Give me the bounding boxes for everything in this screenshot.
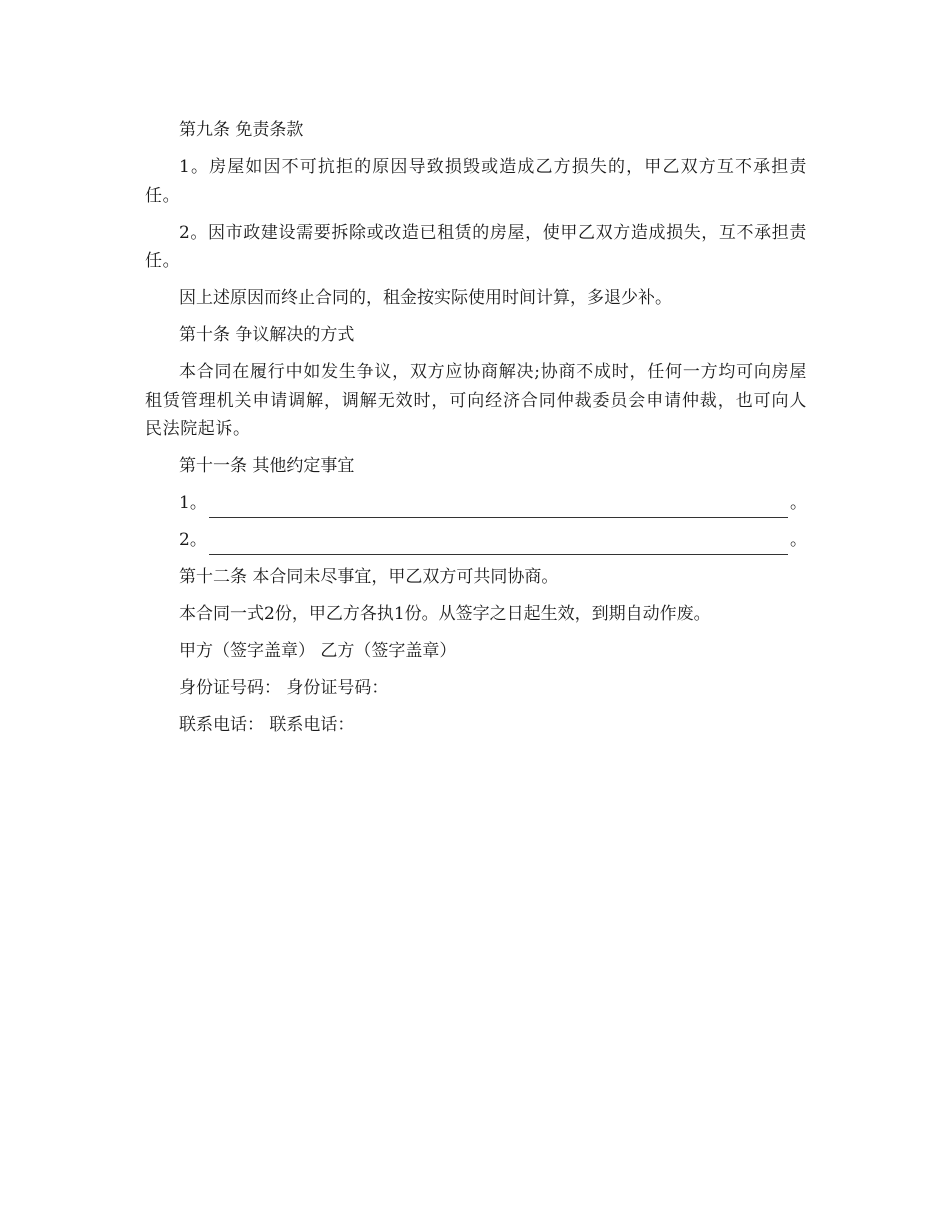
blank-item-1 [145,489,807,518]
blank-item-2 [145,526,807,555]
article-9-clause-3: 因上述原因而终止合同的，租金按实际使用时间计算，多退少补。 [179,288,672,308]
article-10-title: 第十条 争议解决的方式 [179,325,355,345]
blank-item-number: 2。 [179,530,207,550]
article-11-title: 第十一条 其他约定事宜 [179,456,355,476]
document-body [145,116,807,748]
fill-in-line [209,497,788,518]
blank-item-end: 。 [790,530,807,550]
article-10-clause-1: 本合同在履行中如发生争议，双方应协商解决;协商不成时，任何一方均可向房屋租赁管理机关申请调解，调解无效时，可向经济合同仲裁委员会申请仲裁，也可向人民法院起诉。 [145,362,807,439]
article-12: 第十二条 本合同未尽事宜，甲乙双方可共同协商。 [179,567,559,587]
blank-item-end: 。 [790,493,807,513]
article-9-clause-2: 2。因市政建设需要拆除或改造已租赁的房屋，使甲乙双方造成损失，互不承担责任。 [145,222,807,271]
id-number-line: 身份证号码： 身份证号码： [179,678,389,698]
article-9-clause-1: 1。房屋如因不可抗拒的原因导致损毁或造成乙方损失的，甲乙双方互不承担责任。 [145,157,807,206]
article-9-title: 第九条 免责条款 [179,120,304,140]
blank-item-number: 1。 [179,493,207,513]
copies-statement: 本合同一式2份，甲乙方各执1份。从签字之日起生效，到期自动作废。 [179,604,711,624]
phone-line: 联系电话： 联系电话： [179,715,355,735]
fill-in-line [209,534,788,555]
signature-line: 甲方（签字盖章） 乙方（签字盖章） [179,641,457,661]
